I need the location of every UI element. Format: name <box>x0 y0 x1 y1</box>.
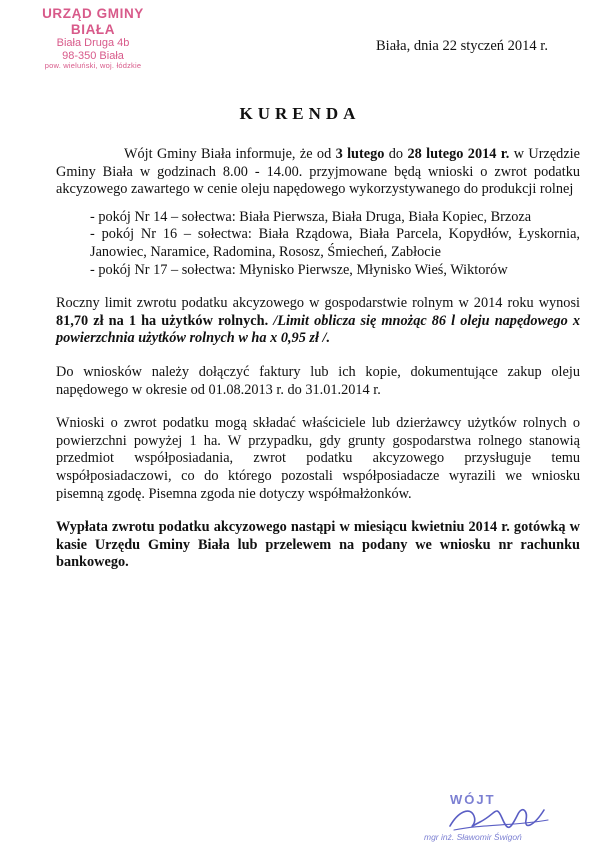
paragraph-payment: Wypłata zwrotu podatku akcyzowego nastąpi w miesiącu kwietniu 2014 r. gotówką w kasie Urzędu Gminy Biała lub przelewem na podany we wniosku nr rachunku bankowego. <box>56 519 580 571</box>
room-item: - pokój Nr 14 – sołectwa: Biała Pierwsza, Biała Druga, Biała Kopiec, Brzoza <box>90 208 532 225</box>
date-from: 3 lutego <box>335 146 385 162</box>
announcement-connector: do <box>384 146 408 162</box>
stamp-postal: 98-350 Biała <box>62 49 124 62</box>
signature-block <box>424 788 580 848</box>
paragraph-eligibility: Wnioski o zwrot podatku mogą składać właściciele lub dzierżawcy użytków rolnych o powierzchni powyżej 1 ha. W przypadku, gdy grunty gospodarstwa rolnego stanowią przedmiot współposiadania, zwrot podatku akcyzowego przysługuje temu współposiadaczowi, co do którego pozostali współposiadacze wyrazili we wniosku pisemną zgodę. Pisemna zgoda nie dotyczy współmałżonków. <box>56 415 580 502</box>
announcement-details: w Urzędzie Gminy Biała w godzinach 8.00 - 14.00. przyjmowane będą wnioski o zwrot podatku akcyzowego zawartego w cenie oleju napędowego wykorzystywanego do produkcji rolnej <box>56 146 580 198</box>
stamp-street: Biała Druga 4b <box>56 37 130 50</box>
paragraph-limit <box>56 295 580 348</box>
office-stamp <box>18 6 168 71</box>
signature-title: WÓJT <box>450 792 496 807</box>
handwritten-signature <box>444 796 554 836</box>
room-list <box>90 209 580 279</box>
room-item: - pokój Nr 17 – sołectwa: Młynisko Pierwsze, Młynisko Wieś, Wiktorów <box>90 261 508 278</box>
document-heading: KURENDA <box>239 104 361 123</box>
signer-name: mgr inż. Sławomir Świgoń <box>424 832 522 842</box>
limit-text: Roczny limit zwrotu podatku akcyzowego w gospodarstwie rolnym w 2014 roku wynosi <box>56 295 580 312</box>
stamp-county: pow. wieluński, woj. łódzkie <box>44 61 142 71</box>
announcement-text: Wójt Gminy Biała informuje, że od <box>124 146 336 162</box>
limit-value: 81,70 zł na 1 ha użytków rolnych. <box>56 312 269 329</box>
paragraph-documents: Do wniosków należy dołączyć faktury lub ich kopie, dokumentujące zakup oleju napędowego w okresie od 01.08.2013 r. do 31.01.2014 r. <box>56 363 580 398</box>
paragraph-announcement <box>56 146 580 199</box>
document-body <box>56 146 580 572</box>
limit-formula: /Limit oblicza się mnożąc 86 l oleju napędowego x powierzchnia użytków rolnych w ha x 0,95 zł /. <box>56 312 580 347</box>
room-item: - pokój Nr 16 – sołectwa: Biała Rządowa, Biała Parcela, Kopydłów, Łyskornia, Janowiec, Naramice, Radomina, Rososz, Śmiecheń, Zabłocie <box>90 226 580 260</box>
stamp-title: URZĄD GMINY BIAŁA <box>42 6 144 37</box>
date-to: 28 lutego 2014 r. <box>407 146 510 162</box>
document-date: Biała, dnia 22 styczeń 2014 r. <box>376 38 548 54</box>
